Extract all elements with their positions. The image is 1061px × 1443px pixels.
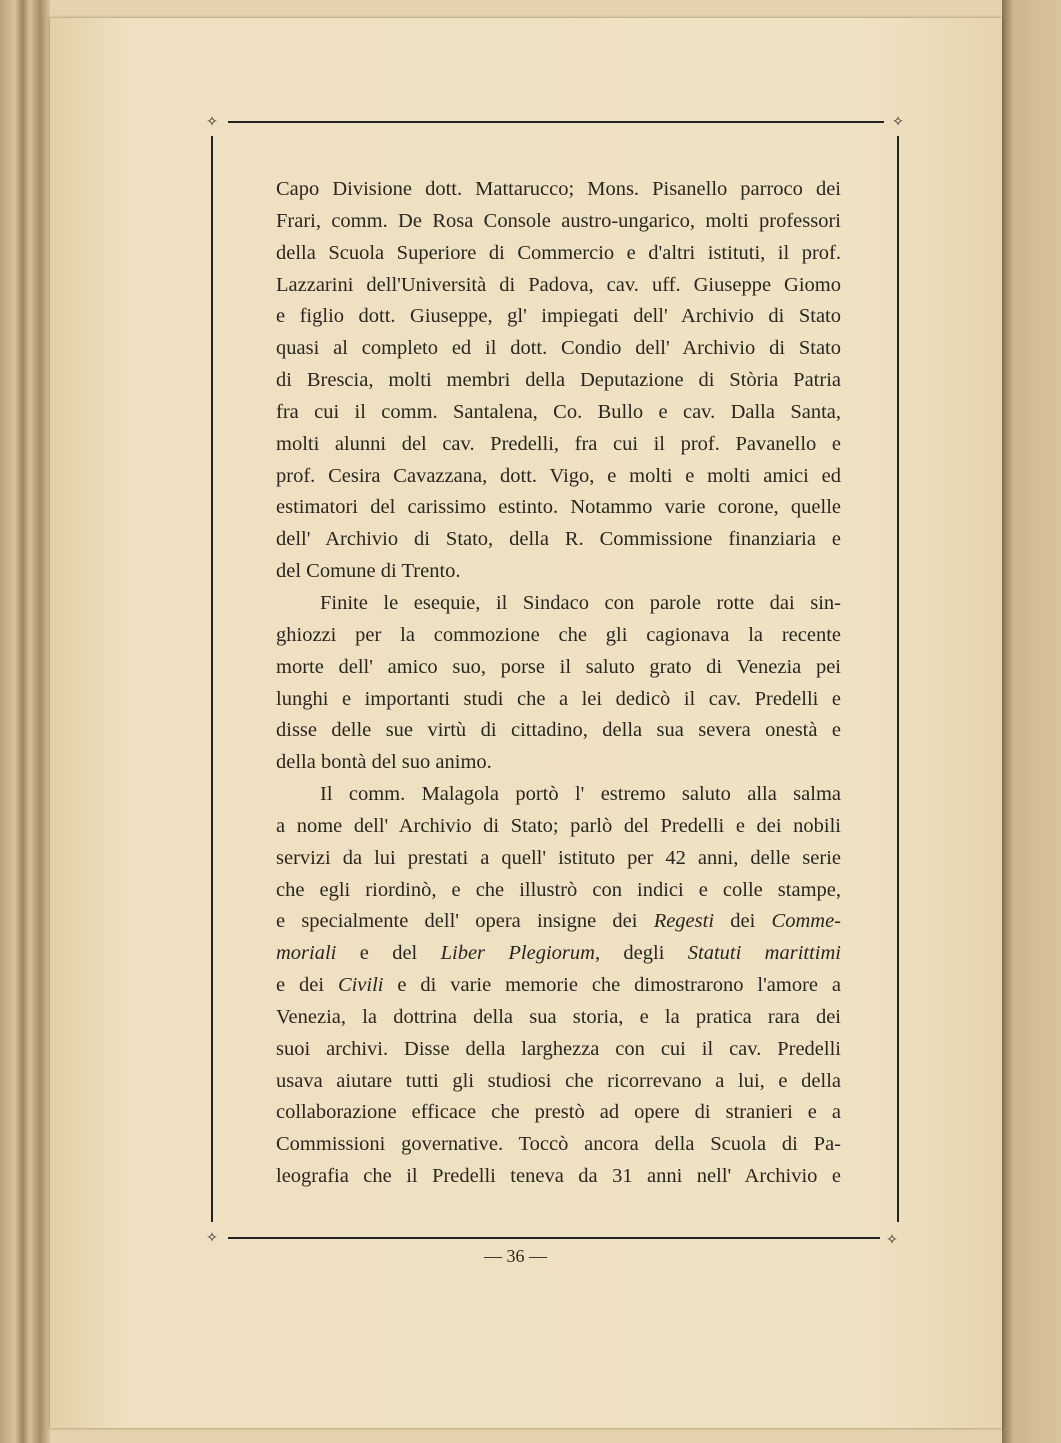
- text-line: [276, 747, 841, 779]
- text-line: [276, 1097, 841, 1129]
- text-segment: , degli: [594, 942, 688, 965]
- text-segment: Lazzarini dell'Università di Padova, cav. uff. Giuseppe Giomo: [276, 273, 841, 296]
- text-line: [276, 556, 841, 588]
- text-segment: che egli riordinò, e che illustrò con indici e colle stampe,: [276, 878, 841, 901]
- text-line: [276, 938, 841, 970]
- text-segment: morte dell' amico suo, porse il saluto grato di Venezia pei: [276, 655, 841, 678]
- text-line: [276, 1002, 841, 1034]
- text-line: [276, 620, 841, 652]
- text-segment: Il comm. Malagola portò l' estremo saluto alla salma: [320, 783, 841, 806]
- text-line: [276, 906, 841, 938]
- text-segment: servizi da lui prestati a quell' istituto per 42 anni, delle serie: [276, 846, 841, 869]
- italic-title: Liber Plegiorum: [440, 942, 595, 965]
- text-segment: e dei: [276, 974, 338, 997]
- text-segment: e specialmente dell' opera insigne dei: [276, 910, 654, 933]
- text-segment: lunghi e importanti studi che a lei dedicò il cav. Predelli e: [276, 687, 841, 710]
- corner-ornament-icon: ✧: [886, 1232, 898, 1248]
- italic-title: Civili: [337, 974, 384, 997]
- text-line: [276, 875, 841, 907]
- italic-title: Comme-: [771, 910, 841, 933]
- text-segment: della Scuola Superiore di Commercio e d'altri istituti, il prof.: [276, 241, 841, 264]
- text-segment: fra cui il comm. Santalena, Co. Bullo e cav. Dalla Santa,: [276, 400, 841, 423]
- text-line: [276, 492, 841, 524]
- book-right-edge: [1002, 0, 1061, 1443]
- text-segment: molti alunni del cav. Predelli, fra cui il prof. Pavanello e: [276, 432, 841, 455]
- text-segment: prof. Cesira Cavazzana, dott. Vigo, e molti e molti amici ed: [276, 464, 841, 487]
- text-segment: Finite le esequie, il Sindaco con parole rotte dai sin-: [320, 591, 841, 614]
- text-segment: e di varie memorie che dimostrarono l'amore a: [383, 974, 841, 997]
- text-segment: leografia che il Predelli teneva da 31 anni nell' Archivio e: [276, 1165, 841, 1188]
- text-line: [276, 652, 841, 684]
- body-text: [276, 174, 841, 1193]
- frame-top-rule: [228, 121, 884, 123]
- text-line: [276, 365, 841, 397]
- text-line: [276, 461, 841, 493]
- text-line: [276, 301, 841, 333]
- text-segment: disse delle sue virtù di cittadino, della sua severa onestà e: [276, 719, 841, 742]
- text-line: [276, 270, 841, 302]
- text-line: [276, 684, 841, 716]
- text-segment: e figlio dott. Giuseppe, gl' impiegati dell' Archivio di Stato: [276, 305, 841, 328]
- italic-title: Statuti marittimi: [687, 942, 841, 965]
- text-line: [276, 238, 841, 270]
- text-segment: dei: [714, 910, 772, 933]
- text-line: [276, 206, 841, 238]
- text-segment: dell' Archivio di Stato, della R. Commissione finanziaria e: [276, 528, 841, 551]
- corner-ornament-icon: ✧: [206, 114, 218, 130]
- text-line: [276, 1034, 841, 1066]
- text-segment: del Comune di Trento.: [276, 560, 461, 583]
- text-line: [276, 524, 841, 556]
- italic-title: moriali: [276, 942, 337, 965]
- text-segment: usava aiutare tutti gli studiosi che ricorrevano a lui, e della: [276, 1069, 841, 1092]
- text-segment: a nome dell' Archivio di Stato; parlò del Predelli e dei nobili: [276, 814, 841, 837]
- text-line: [276, 811, 841, 843]
- text-segment: Commissioni governative. Toccò ancora della Scuola di Pa-: [276, 1133, 841, 1156]
- text-line: [276, 1066, 841, 1098]
- text-segment: Frari, comm. De Rosa Console austro-ungarico, molti professori: [276, 209, 841, 232]
- frame-bottom-rule: [228, 1237, 880, 1239]
- text-segment: ghiozzi per la commozione che gli cagionava la recente: [276, 623, 841, 646]
- text-line: [276, 333, 841, 365]
- text-line: [276, 174, 841, 206]
- corner-ornament-icon: ✧: [206, 1230, 218, 1246]
- text-line: [276, 779, 841, 811]
- text-segment: estimatori del carissimo estinto. Notammo varie corone, quelle: [276, 496, 841, 519]
- italic-title: Regesti: [653, 910, 715, 933]
- text-segment: Venezia, la dottrina della sua storia, e la pratica rara dei: [276, 1005, 841, 1028]
- text-line: [276, 715, 841, 747]
- text-line: [276, 429, 841, 461]
- text-line: [276, 1129, 841, 1161]
- page-number: — 36 —: [484, 1246, 547, 1266]
- text-segment: della bontà del suo animo.: [276, 751, 492, 774]
- book-left-edge: [0, 0, 50, 1443]
- frame-left-rule: [211, 136, 213, 1222]
- text-segment: collaborazione efficace che prestò ad opere di stranieri e a: [276, 1101, 841, 1124]
- text-line: [276, 397, 841, 429]
- text-segment: Capo Divisione dott. Mattarucco; Mons. Pisanello parroco dei: [276, 178, 841, 200]
- text-segment: e del: [336, 942, 441, 965]
- text-segment: suoi archivi. Disse della larghezza con cui il cav. Predelli: [276, 1037, 841, 1060]
- frame-right-rule: [897, 136, 899, 1222]
- text-line: [276, 970, 841, 1002]
- text-segment: quasi al completo ed il dott. Condio dell' Archivio di Stato: [276, 337, 841, 360]
- text-line: [276, 1161, 841, 1193]
- text-line: [276, 843, 841, 875]
- text-line: [276, 588, 841, 620]
- corner-ornament-icon: ✧: [892, 114, 904, 130]
- text-segment: di Brescia, molti membri della Deputazione di Stòria Patria: [276, 369, 841, 392]
